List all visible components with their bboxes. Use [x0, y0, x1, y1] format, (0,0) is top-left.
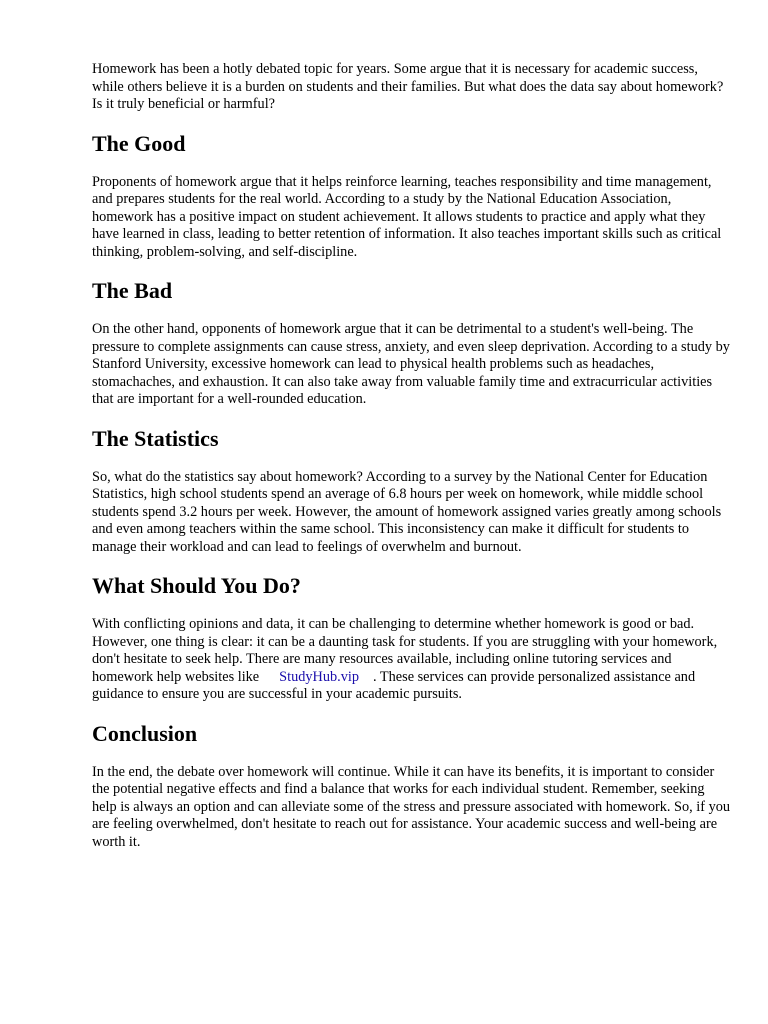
section-heading: What Should You Do? [92, 573, 301, 598]
body-text-before-link: With conflicting opinions and data, it can be challenging to determine whether homework is good or bad. However, one thing is clear: it can be a daunting task for students. If you are struggling with your homework, don't hesitate to seek help. There are many resources available, including online tutoring services and homework help websites like [92, 616, 718, 685]
section-what-should-you-do [92, 573, 732, 704]
article [92, 61, 732, 868]
section-body: Proponents of homework argue that it helps reinforce learning, teaches responsibility and time management, and prepares students for the real world. According to a study by the National Education Association, homework has a positive impact on student achievement. It allows students to practice and apply what they have learned in class, leading to better retention of information. It also teaches important skills such as critical thinking, problem-solving, and self-discipline. [92, 173, 722, 260]
section-heading: The Good [92, 130, 186, 156]
section-the-statistics [92, 426, 732, 557]
section-body: On the other hand, opponents of homework argue that it can be detrimental to a student's well-being. The pressure to complete assignments can cause stress, anxiety, and even sleep deprivation. According to a study by Stanford University, excessive homework can lead to physical health problems such as headaches, stomachaches, and exhaustion. It can also take away from valuable family time and extracurricular activities that are important for a well-rounded education. [92, 321, 730, 407]
section-heading: The Statistics [92, 425, 219, 451]
studyhub-link[interactable]: StudyHub.vip [279, 668, 360, 685]
section-body: So, what do the statistics say about homework? According to a survey by the National Center for Education Statistics, high school students spend an average of 6.8 hours per week on homework, while middle school students spend 3.2 hours per week. However, the amount of homework assigned varies greatly among schools and even among teachers within the same school. This inconsistency can make it difficult for students to manage their workload and can lead to feelings of overwhelm and burnout. [92, 468, 722, 555]
section-the-bad [92, 278, 732, 409]
section-heading: The Bad [92, 278, 173, 303]
intro-paragraph: Homework has been a hotly debated topic for years. Some argue that it is necessary for academic success, while others believe it is a burden on students and their families. But what does the data say about homework? Is it truly beneficial or harmful? [92, 61, 724, 112]
body-text-after-link: . These services can provide personalized assistance and guidance to ensure you are successful in your academic pursuits. [92, 668, 696, 702]
section-the-good [92, 131, 732, 262]
section-conclusion [92, 721, 732, 852]
section-body: In the end, the debate over homework will continue. While it can have its benefits, it is important to consider the potential negative effects and find a balance that works for each individual student. Remember, seeking help is always an option and can alleviate some of the stress and pressure associated with homework. So, if you are feeling overwhelmed, don't hesitate to reach out for assistance. Your academic success and well-being are worth it. [92, 763, 731, 850]
section-body [92, 616, 732, 704]
section-heading: Conclusion [92, 720, 198, 746]
